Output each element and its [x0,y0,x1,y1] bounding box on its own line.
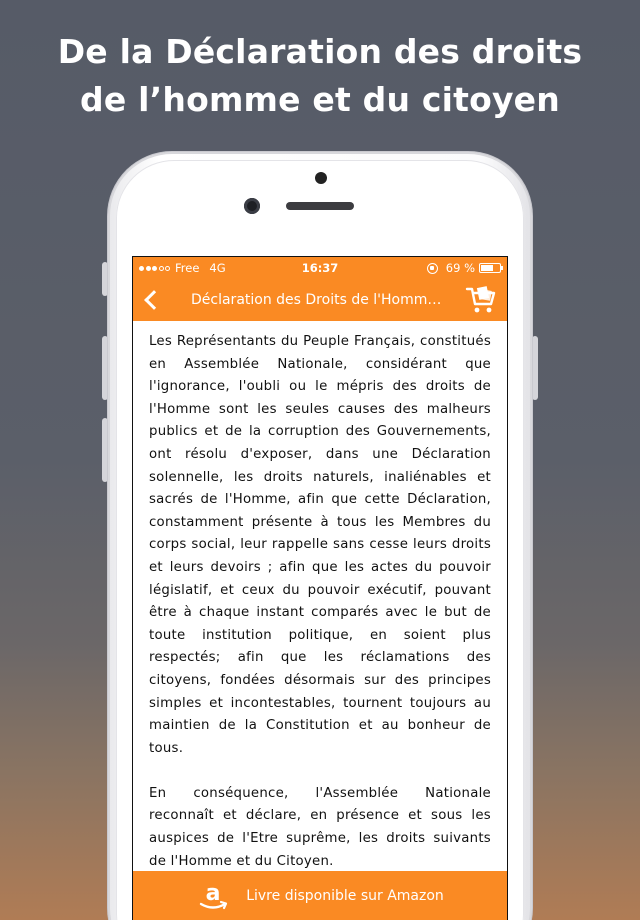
battery-percent: 69 % [445,261,475,275]
svg-text:a: a [205,881,221,906]
article-paragraph-1: Les Représentants du Peuple Français, constitués en Assemblée Nationale, considérant que l'ignorance, l'oubli ou le mépris des droits de l'Homme sont les seules causes des malheurs publics et de la corruption des Gouvernements, ont résolu d'exposer, dans une Déclaration solennelle, les droits naturels, inaliénables et sacrés de l'Homme, afin que cette Déclaration, constamment présente à tous les Membres du corps social, leur rappelle sans cesse leurs droits et leurs devoirs ; afin que les actes du pouvoir législatif, et ceux du pouvoir exécutif, pouvant être à chaque instant comparés avec le but de toute institution politique, en soient plus respectés; afin que les réclamations des citoyens, fondées désormais sur des principes simples et incontestables, tournent toujours au maintien de la Constitution et au bonheur de tous. [149,334,491,756]
proximity-sensor [315,172,327,184]
carrier-name: Free [175,261,200,275]
hero-title-line2: de l’homme et du citoyen [80,80,560,119]
earpiece-speaker [286,202,354,210]
amazon-button-label: Livre disponible sur Amazon [246,888,444,904]
status-time: 16:37 [301,261,339,275]
amazon-icon [196,879,230,913]
nav-title: Déclaration des Droits de l'Homme... [191,292,449,308]
network-type: 4G [209,261,226,275]
phone-power-button [532,336,538,400]
back-button[interactable] [137,279,165,321]
article-content [133,321,507,871]
hero-title-line1: De la Déclaration des droits [57,32,583,71]
hero-title [0,28,640,124]
app-screen [132,256,508,920]
orientation-lock-icon [427,263,438,274]
amazon-button[interactable] [133,871,507,920]
battery-icon [479,263,501,273]
shopping-cart-icon [465,285,497,315]
battery-fill [481,265,493,271]
front-camera-icon [244,198,260,214]
navigation-bar [133,279,507,321]
status-bar [133,257,507,279]
status-right [427,257,501,279]
article-paragraph-2: En conséquence, l'Assemblée Nationale reconnaît et déclare, en présence et sous les auspices de l'Etre suprême, les droits suivants de l'Homme et du Citoyen. [149,785,491,869]
shopping-cart-button[interactable] [465,285,497,315]
